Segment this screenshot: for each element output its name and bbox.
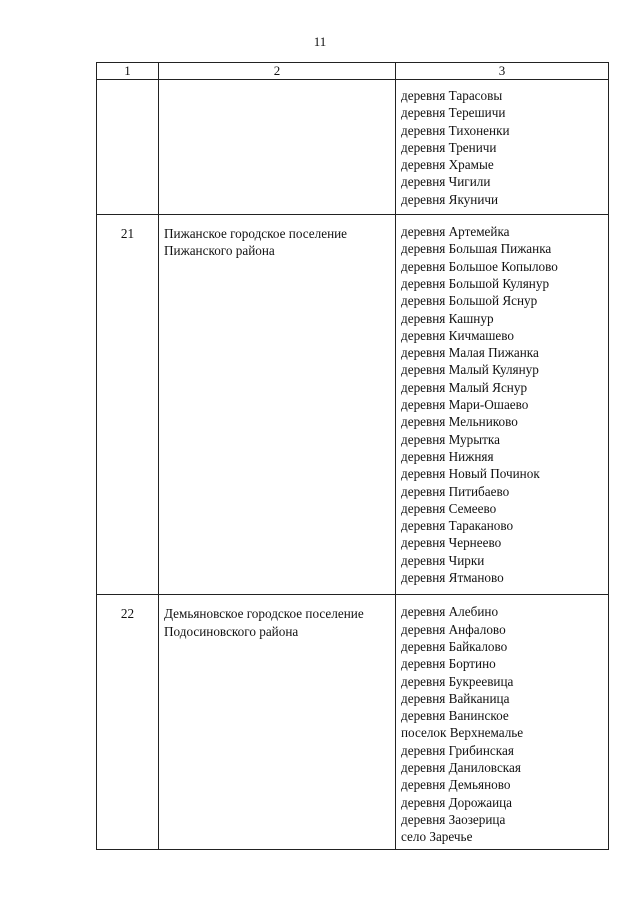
settlement-item: деревня Малый Кулянур xyxy=(401,362,539,378)
settlement-item: деревня Даниловская xyxy=(401,759,521,775)
settlement-item: деревня Храмые xyxy=(401,157,494,173)
settlement-item: деревня Малый Яснур xyxy=(401,379,528,395)
settlement-item: деревня Новый Починок xyxy=(401,466,540,482)
settlement-item: деревня Тарасовы xyxy=(401,88,503,103)
settlements-table xyxy=(96,62,609,850)
settlement-item: поселок Верхнемалье xyxy=(401,725,524,741)
settlement-item: деревня Малая Пижанка xyxy=(401,345,539,361)
settlement-item: деревня Чигили xyxy=(401,174,491,190)
row-number: 22 xyxy=(97,595,159,850)
settlement-item: деревня Артемейка xyxy=(401,224,510,240)
settlement-item: деревня Большой Яснур xyxy=(401,293,538,309)
settlement-item: деревня Большой Кулянур xyxy=(401,275,550,291)
settlement-item: деревня Заозерица xyxy=(401,811,506,827)
table-header-row xyxy=(97,63,609,80)
column-header-3: 3 xyxy=(396,63,609,80)
settlement-item: деревня Терешичи xyxy=(401,105,506,121)
column-header-1: 1 xyxy=(97,63,159,80)
settlement-item: деревня Букреевица xyxy=(401,673,514,689)
settlement-item: деревня Мельниково xyxy=(401,414,518,430)
page-number: 11 xyxy=(313,34,327,49)
settlement-item: деревня Нижняя xyxy=(401,448,494,464)
settlement-item: деревня Вайканица xyxy=(401,690,510,706)
settlement-item: деревня Большая Пижанка xyxy=(401,241,552,257)
settlement-item: деревня Треничи xyxy=(401,139,497,155)
settlement-item: деревня Питибаево xyxy=(401,483,510,499)
settlement-item: деревня Ятманово xyxy=(401,570,504,586)
settlement-item: деревня Байкалово xyxy=(401,638,508,654)
settlement-item: деревня Семеево xyxy=(401,500,497,516)
settlement-item: деревня Дорожаица xyxy=(401,794,513,810)
settlement-item: деревня Демьяново xyxy=(401,777,511,793)
settlement-item: деревня Тихоненки xyxy=(401,122,510,138)
settlement-item: деревня Чернеево xyxy=(401,535,502,551)
settlement-item: деревня Алебино xyxy=(401,604,499,620)
settlement-name xyxy=(159,80,396,215)
table-row xyxy=(97,595,609,850)
settlement-item: деревня Анфалово xyxy=(401,621,506,637)
settlement-item: деревня Тараканово xyxy=(401,518,514,534)
settlement-item: деревня Якуничи xyxy=(401,191,499,207)
column-header-2: 2 xyxy=(159,63,396,80)
settlement-item: деревня Чирки xyxy=(401,552,485,568)
settlement-item: деревня Ванинское xyxy=(401,708,509,724)
settlement-item: деревня Мари-Ошаево xyxy=(401,397,529,413)
settlement-item: деревня Мурытка xyxy=(401,431,500,447)
row-number xyxy=(97,80,159,215)
settlement-item: деревня Кашнур xyxy=(401,310,494,326)
settlement-name: Пижанское городское поселение Пижанского района xyxy=(159,215,396,595)
settlement-name: Демьяновское городское поселение Подосиновского района xyxy=(159,595,396,850)
settlement-item: деревня Бортино xyxy=(401,656,496,672)
settlement-list xyxy=(396,595,609,850)
row-number: 21 xyxy=(97,215,159,595)
settlement-item: деревня Большое Копылово xyxy=(401,258,558,274)
settlement-item: село Заречье xyxy=(401,829,473,845)
settlement-item: деревня Грибинская xyxy=(401,742,514,758)
table-row xyxy=(97,80,609,215)
table-row xyxy=(97,215,609,595)
table-body xyxy=(97,63,609,850)
settlement-item: деревня Кичмашево xyxy=(401,327,514,343)
settlement-list xyxy=(396,215,609,595)
settlement-list xyxy=(396,80,609,215)
